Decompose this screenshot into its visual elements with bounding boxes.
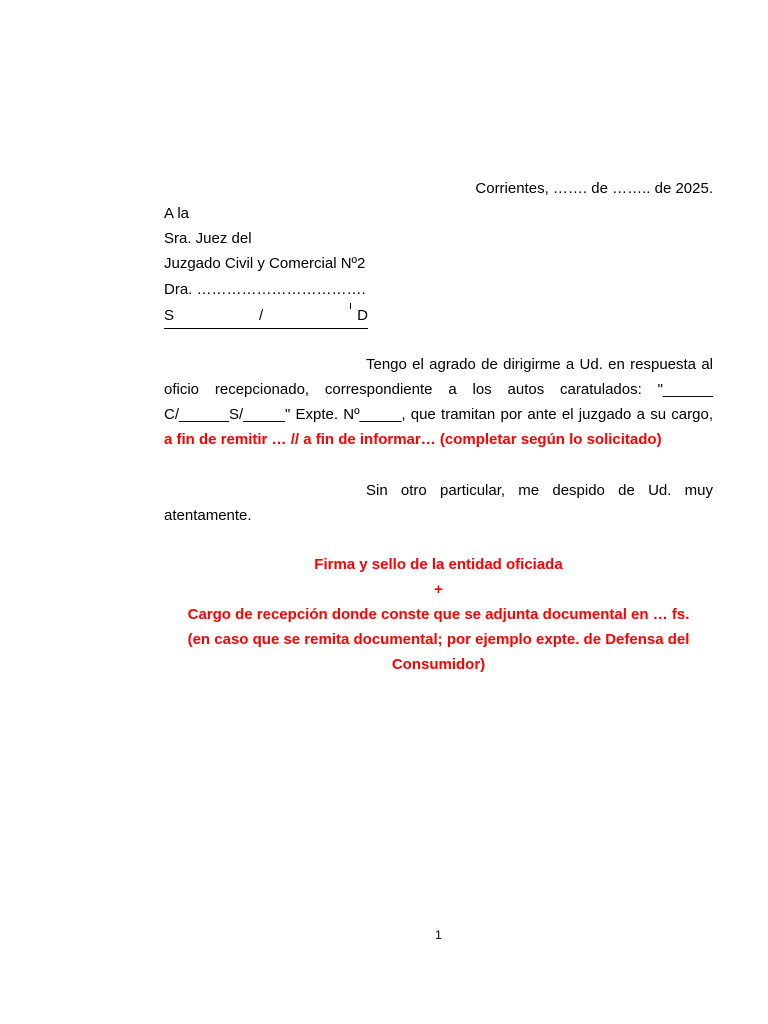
signature-line-1: Firma y sello de la entidad oficiada (314, 556, 563, 573)
date-line: Corrientes, ……. de …….. de 2025. (475, 180, 713, 197)
sd-s: S (164, 307, 175, 324)
page-number: 1 (435, 928, 442, 942)
signature-line-2: + (434, 581, 443, 598)
body-paragraph-1-text: Tengo el agrado de dirigirme a Ud. en respuesta al oficio recepcionado, correspondiente a los autos caratulados: "______ C/______S/_____" Expte. Nº_____, que tramitan por ante el juzgado a su cargo, (164, 356, 713, 423)
addressee-line-2: Sra. Juez del (164, 230, 252, 247)
sd-slash: / (259, 307, 264, 324)
sd-underline-mark (350, 303, 351, 309)
sd-d: D (357, 307, 368, 324)
signature-line-4: (en caso que se remita documental; por ejemplo expte. de Defensa del (187, 631, 690, 648)
body-paragraph-1 (164, 352, 713, 452)
body-paragraph-2: Sin otro particular, me despido de Ud. muy atentamente. (164, 482, 713, 524)
signature-line-5: Consumidor) (391, 656, 486, 673)
signature-line-3: Cargo de recepción donde conste que se adjunta documental en … fs. (187, 606, 690, 623)
addressee-line-4: Dra. ……………………………. (164, 281, 366, 298)
addressee-line-3: Juzgado Civil y Comercial Nº2 (164, 255, 366, 272)
signature-block (164, 552, 713, 677)
addressee-line-1: A la (164, 205, 190, 222)
body-paragraph-1-instruction: a fin de remitir … // a fin de informar… (completar según lo solicitado) (164, 431, 662, 448)
sd-line (164, 303, 368, 329)
